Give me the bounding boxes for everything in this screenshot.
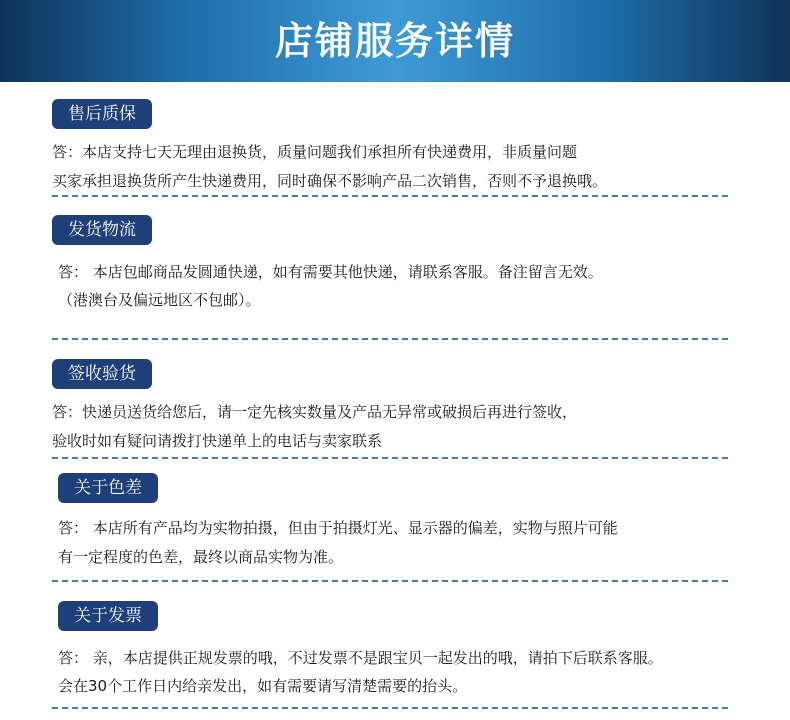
section-shipping-line-1: 答： 本店包邮商品发圆通快递，如有需要其他快递，请联系客服。备注留言无效。	[58, 263, 603, 281]
header-banner	[0, 0, 790, 82]
section-divider	[52, 457, 728, 459]
section-divider	[52, 338, 728, 340]
section-badge-color-difference: 关于色差	[58, 473, 158, 503]
section-divider	[52, 580, 728, 582]
page-title: 店铺服务详情	[274, 19, 515, 63]
section-badge-shipping: 发货物流	[52, 215, 152, 245]
section-color-line-1: 答： 本店所有产品均为实物拍摄，但由于拍摄灯光、显示器的偏差，实物与照片可能	[58, 519, 618, 537]
section-after-sales-line-1: 答：本店支持七天无理由退换货，质量问题我们承担所有快递费用，非质量问题	[52, 143, 578, 161]
section-invoice-line-1: 答： 亲，本店提供正规发票的哦，不过发票不是跟宝贝一起发出的哦，请拍下后联系客服。	[58, 649, 663, 667]
section-receipt-line-1: 答：快递员送货给您后，请一定先核实数量及产品无异常或破损后再进行签收，	[52, 403, 578, 421]
section-divider	[52, 195, 728, 197]
section-divider	[52, 707, 728, 709]
section-after-sales-line-2: 买家承担退换货所产生快递费用，同时确保不影响产品二次销售，否则不予退换哦。	[52, 172, 608, 190]
section-invoice-line-2: 会在30个工作日内给亲发出，如有需要请写清楚需要的抬头。	[58, 677, 468, 695]
section-badge-receipt-inspection: 签收验货	[52, 359, 152, 389]
section-shipping-line-2: （港澳台及偏远地区不包邮）。	[58, 291, 261, 309]
section-color-line-2: 有一定程度的色差，最终以商品实物为准。	[58, 548, 344, 566]
section-badge-invoice: 关于发票	[58, 601, 158, 631]
section-receipt-line-2: 验收时如有疑问请拨打快递单上的电话与卖家联系	[52, 432, 383, 450]
section-badge-after-sales: 售后质保	[52, 99, 152, 129]
